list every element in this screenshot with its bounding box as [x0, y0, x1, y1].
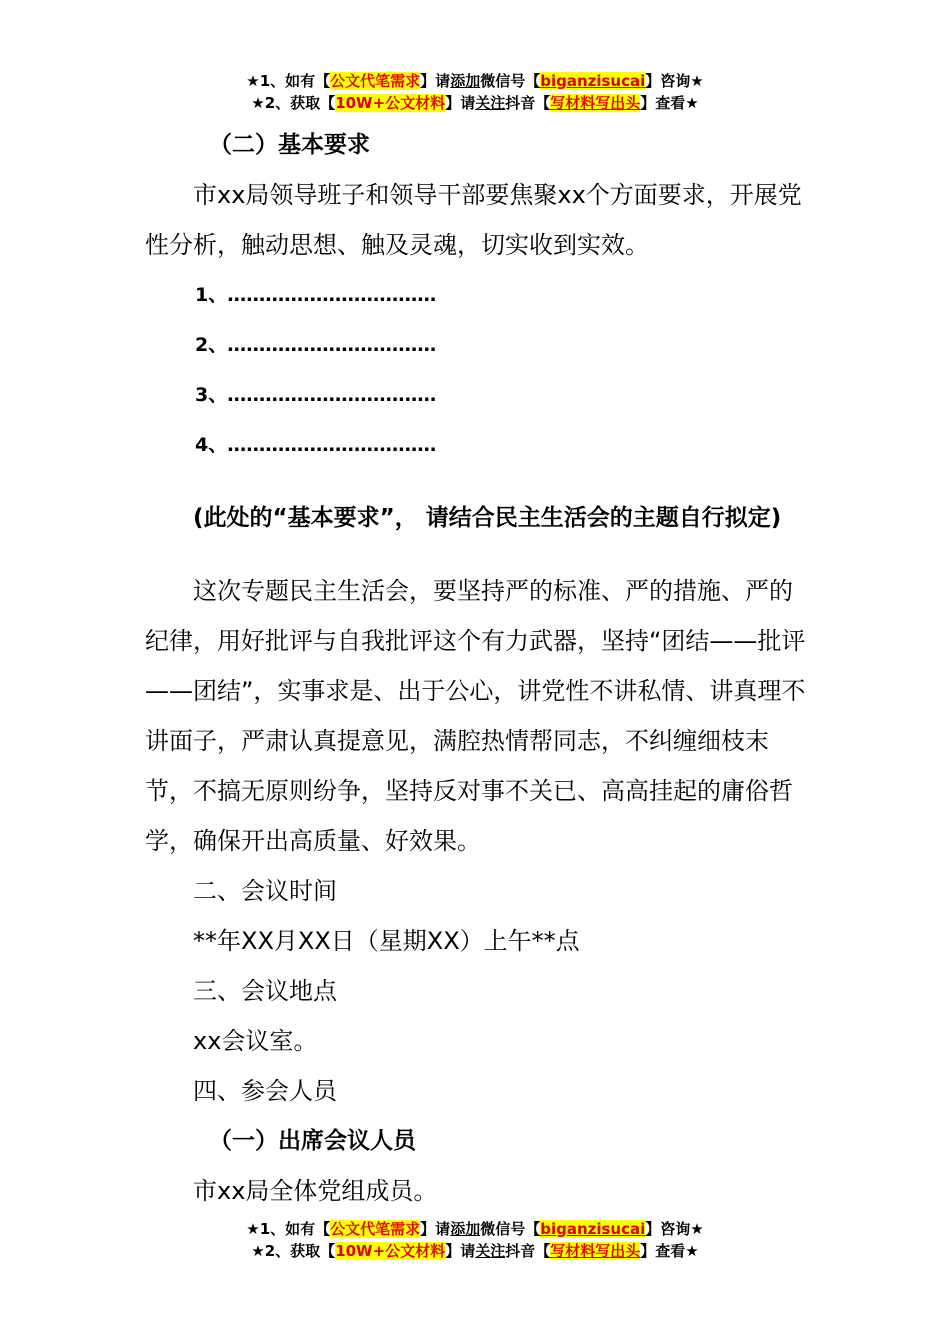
banner-text: 抖音【 — [505, 1242, 551, 1260]
meeting-time-value: **年XX月XX日（星期XX）上午**点 — [193, 927, 580, 955]
section-meeting-place: 三、会议地点 — [193, 977, 337, 1005]
banner-text: 抖音【 — [505, 94, 551, 112]
bottom-banner — [0, 1218, 950, 1262]
banner-text: ★2、获取【 — [251, 94, 336, 112]
section-attendees: 四、参会人员 — [193, 1077, 337, 1105]
note-paragraph: (此处的“基本要求”， 请结合民主生活会的主题自行拟定) — [193, 505, 782, 531]
list-item: 1、…………………………… — [195, 284, 437, 306]
meeting-place-value: xx会议室。 — [193, 1027, 318, 1055]
banner-text: 】查看★ — [640, 94, 699, 112]
paragraph-meeting-standards: 这次专题民主生活会，要坚持严的标准、严的措施、严的纪律，用好批评与自我批评这个有力武器，坚持“团结——批评——团结”，实事求是、出于公心，讲党性不讲私情、讲真理不讲面子，严肃认真提意见，满腔热情帮同志，不纠缠细枝末节，不搞无原则纷争，坚持反对事不关已、高高挂起的庸俗哲学，确保开出高质量、好效果。 — [145, 577, 806, 855]
banner-highlight: 公文代笔需求 — [330, 72, 421, 90]
paragraph-requirements: 市xx局领导班子和领导干部要焦聚xx个方面要求，开展党性分析，触动思想、触及灵魂，切实收到实效。 — [145, 181, 802, 259]
banner-underline: 关注 — [475, 1242, 506, 1260]
banner-underline: 添加 — [450, 1220, 481, 1238]
banner-text: 】咨询★ — [645, 1220, 704, 1238]
wechat-id-link[interactable]: biganzisucai — [540, 72, 646, 90]
banner-text: ★1、如有【 — [246, 1220, 331, 1238]
heading-basic-requirements: （二）基本要求 — [209, 132, 370, 158]
top-banner — [0, 70, 950, 114]
banner-text: 】请 — [420, 1220, 451, 1238]
banner-text: ★2、获取【 — [251, 1242, 336, 1260]
list-item: 3、…………………………… — [195, 384, 437, 406]
banner-line-2 — [0, 92, 950, 114]
douyin-account-link[interactable]: 写材料写出头 — [550, 94, 641, 112]
wechat-id-link[interactable]: biganzisucai — [540, 1220, 646, 1238]
list-item: 2、…………………………… — [195, 334, 437, 356]
banner-line-1 — [0, 70, 950, 92]
section-meeting-time: 二、会议时间 — [193, 877, 337, 905]
banner-highlight: 10W+公文材料 — [335, 1242, 446, 1260]
heading-attendees: （一）出席会议人员 — [209, 1128, 416, 1154]
banner-text: 】请 — [445, 1242, 476, 1260]
banner-line-2 — [0, 1240, 950, 1262]
banner-text: 】查看★ — [640, 1242, 699, 1260]
banner-text: 微信号【 — [480, 72, 541, 90]
banner-text: 微信号【 — [480, 1220, 541, 1238]
document-body — [145, 120, 810, 1216]
banner-line-1 — [0, 1218, 950, 1240]
banner-highlight: 10W+公文材料 — [335, 94, 446, 112]
banner-highlight: 公文代笔需求 — [330, 1220, 421, 1238]
banner-text: 】咨询★ — [645, 72, 704, 90]
list-item: 4、…………………………… — [195, 434, 437, 456]
banner-text: 】请 — [445, 94, 476, 112]
banner-text: ★1、如有【 — [246, 72, 331, 90]
banner-text: 】请 — [420, 72, 451, 90]
douyin-account-link[interactable]: 写材料写出头 — [550, 1242, 641, 1260]
attendees-value: 市xx局全体党组成员。 — [193, 1177, 438, 1205]
banner-underline: 关注 — [475, 94, 506, 112]
banner-underline: 添加 — [450, 72, 481, 90]
